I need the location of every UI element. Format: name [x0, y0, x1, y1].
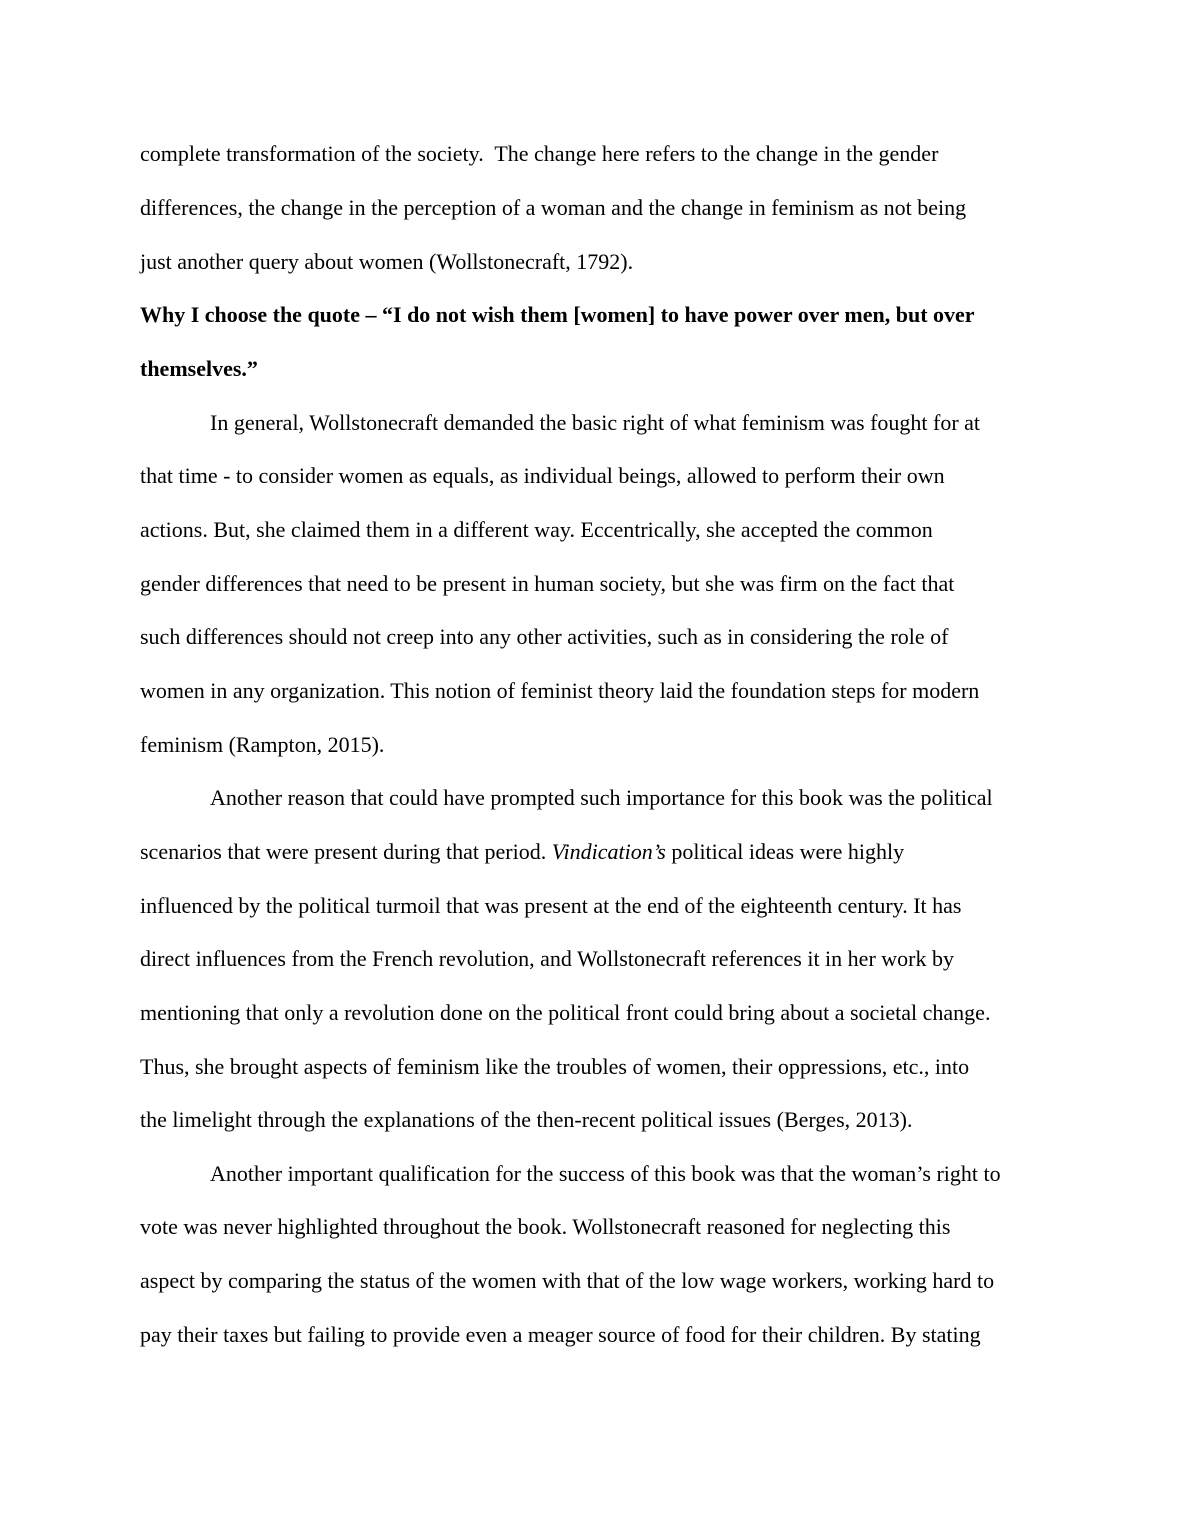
section-heading-line-1: Why I choose the quote – “I do not wish them [women] to have power over men, but over [140, 302, 975, 327]
paragraph-1-line-4: gender differences that need to be present in human society, but she was firm on the fact that [140, 571, 955, 596]
paragraph-2-line-4: direct influences from the French revolution, and Wollstonecraft references it in her work by [140, 946, 954, 971]
book-title-italic: Vindication’s [551, 839, 666, 864]
continuation-line-2: differences, the change in the perception of a woman and the change in feminism as not being [140, 195, 967, 220]
paragraph-2-line-7: the limelight through the explanations of the then-recent political issues (Berges, 2013). [140, 1107, 913, 1132]
continuation-line-3: just another query about women (Wollstonecraft, 1792). [140, 249, 634, 274]
paragraph-2-line-2-start: scenarios that were present during that period. [140, 839, 552, 864]
paragraph-1-line-7: feminism (Rampton, 2015). [140, 732, 385, 757]
section-heading-line-2: themselves.” [140, 356, 258, 381]
paragraph-1-line-3: actions. But, she claimed them in a different way. Eccentrically, she accepted the common [140, 517, 933, 542]
paragraph-1-line-2: that time - to consider women as equals, as individual beings, allowed to perform their own [140, 463, 945, 488]
paragraph-3-line-1: Another important qualification for the success of this book was that the woman’s right to [210, 1161, 1001, 1186]
paragraph-3-line-2: vote was never highlighted throughout the book. Wollstonecraft reasoned for neglecting this [140, 1214, 951, 1239]
paragraph-3-line-4: pay their taxes but failing to provide even a meager source of food for their children. By stating [140, 1322, 981, 1347]
paragraph-2-line-2-end: political ideas were highly [665, 839, 905, 864]
paragraph-3-line-3: aspect by comparing the status of the women with that of the low wage workers, working hard to [140, 1268, 995, 1293]
paragraph-1-line-6: women in any organization. This notion of feminist theory laid the foundation steps for modern [140, 678, 980, 703]
paragraph-2-line-3: influenced by the political turmoil that was present at the end of the eighteenth century. It has [140, 893, 962, 918]
paragraph-2-line-5: mentioning that only a revolution done on the political front could bring about a societal change. [140, 1000, 991, 1025]
paragraph-1-line-5: such differences should not creep into any other activities, such as in considering the role of [140, 624, 949, 649]
paragraph-2-line-6: Thus, she brought aspects of feminism like the troubles of women, their oppressions, etc., into [140, 1054, 970, 1079]
continuation-line-1: complete transformation of the society. The change here refers to the change in the gender [140, 141, 939, 166]
paragraph-2-line-2 [140, 839, 904, 865]
paragraph-2-line-1: Another reason that could have prompted such importance for this book was the political [210, 785, 993, 810]
paragraph-1-line-1: In general, Wollstonecraft demanded the basic right of what feminism was fought for at [210, 410, 981, 435]
